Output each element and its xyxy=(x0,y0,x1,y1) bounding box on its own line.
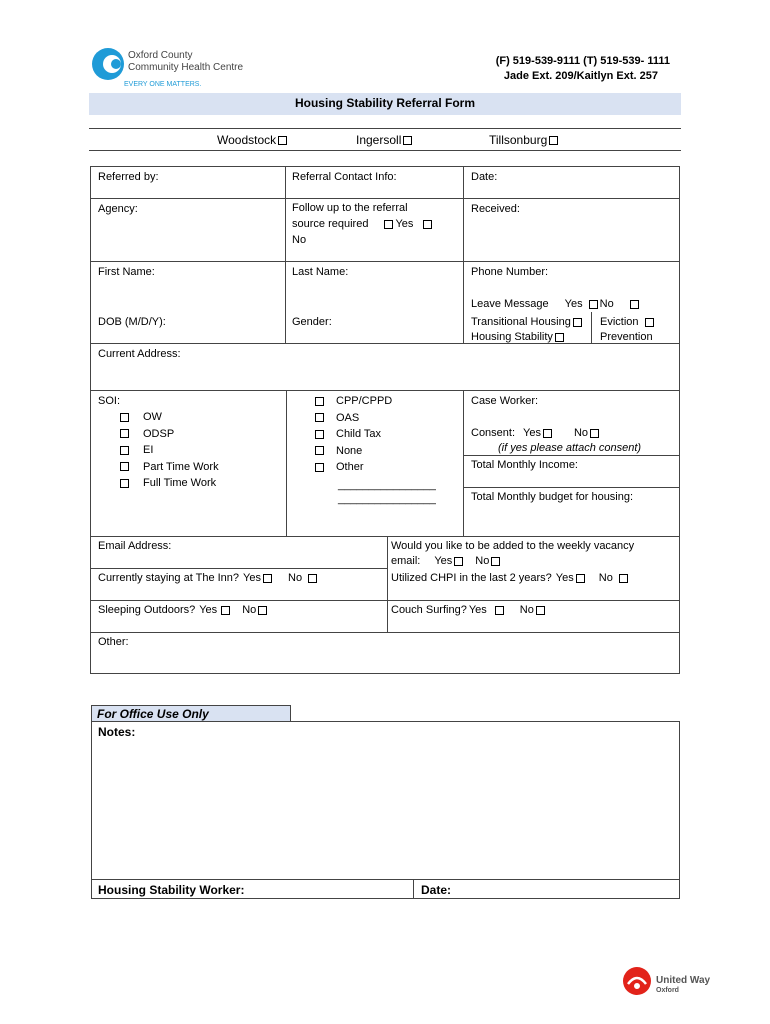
vacancy-label-2: email: xyxy=(391,555,421,567)
email-field[interactable]: Email Address: xyxy=(98,540,172,552)
consent-label: Consent: xyxy=(471,427,516,439)
soi-part-time-label: Part Time Work xyxy=(143,460,219,473)
chpi-yes-checkbox[interactable] xyxy=(576,574,585,583)
consent-note: (if yes please attach consent) xyxy=(498,442,642,454)
chpi-no-label: No xyxy=(598,572,613,584)
soi-option-odsp[interactable] xyxy=(118,427,219,444)
leave-message-no-checkbox[interactable] xyxy=(630,300,639,309)
couch-surfing-label: Couch Surfing? xyxy=(391,604,467,616)
leave-message-label: Leave Message xyxy=(471,298,549,310)
location-woodstock[interactable] xyxy=(217,133,289,147)
inn-yes-label: Yes xyxy=(243,572,261,584)
soi-option-other[interactable] xyxy=(313,460,392,477)
soi-cpp-label: CPP/CPPD xyxy=(336,395,393,407)
phone-line: (F) 519-539-9111 (T) 519-539- 1111 xyxy=(495,55,670,67)
soi-ei-checkbox[interactable] xyxy=(120,446,129,455)
sleeping-yes-checkbox[interactable] xyxy=(221,606,230,615)
soi-odsp-checkbox[interactable] xyxy=(120,429,129,438)
soi-other-line-2[interactable]: ________________ xyxy=(338,493,436,505)
sleeping-no-label: No xyxy=(242,604,257,616)
chpi-no-checkbox[interactable] xyxy=(619,574,628,583)
follow-up-yes-label: Yes xyxy=(395,218,414,230)
inn-yes-checkbox[interactable] xyxy=(263,574,272,583)
agency-field[interactable]: Agency: xyxy=(98,203,138,215)
vacancy-no-label: No xyxy=(475,555,490,567)
referred-by-field[interactable]: Referred by: xyxy=(98,171,159,183)
soi-option-cpp[interactable] xyxy=(313,394,392,411)
soi-option-none[interactable] xyxy=(313,444,392,461)
location-ingersoll-label: Ingersoll xyxy=(356,133,402,147)
soi-option-oas[interactable] xyxy=(313,411,392,428)
inn-label: Currently staying at The Inn? xyxy=(98,572,240,584)
couch-yes-checkbox[interactable] xyxy=(495,606,504,615)
soi-other-checkbox[interactable] xyxy=(315,463,324,472)
soi-child-tax-checkbox[interactable] xyxy=(315,430,324,439)
last-name-field[interactable]: Last Name: xyxy=(292,266,349,278)
soi-other-label: Other xyxy=(336,461,364,473)
referral-contact-field[interactable]: Referral Contact Info: xyxy=(292,171,397,183)
leave-message-no-label: No xyxy=(599,298,614,310)
united-way-logo xyxy=(622,966,722,1000)
gender-field[interactable]: Gender: xyxy=(292,316,332,328)
chc-logo xyxy=(90,44,244,92)
soi-ei-label: EI xyxy=(143,444,154,456)
soi-part-time-checkbox[interactable] xyxy=(120,462,129,471)
united-way-name: United Way xyxy=(656,975,711,986)
housing-stability-label: Housing Stability xyxy=(471,331,553,343)
soi-oas-label: OAS xyxy=(336,411,360,424)
location-rule-bottom xyxy=(89,150,681,151)
soi-child-tax-label: Child Tax xyxy=(336,428,382,440)
notes-field[interactable]: Notes: xyxy=(98,725,136,739)
soi-oas-checkbox[interactable] xyxy=(315,413,324,422)
sleeping-outdoors-label: Sleeping Outdoors? xyxy=(98,604,196,616)
other-field[interactable]: Other: xyxy=(98,636,129,648)
housing-stability-option[interactable] xyxy=(471,330,566,344)
tillsonburg-checkbox[interactable] xyxy=(549,136,558,145)
soi-option-ow[interactable] xyxy=(118,410,219,427)
housing-stability-checkbox[interactable] xyxy=(555,333,564,342)
soi-option-full-time[interactable] xyxy=(118,476,219,493)
office-date-field[interactable]: Date: xyxy=(421,883,452,897)
housing-stability-worker-field[interactable]: Housing Stability Worker: xyxy=(98,883,245,897)
soi-label: SOI: xyxy=(98,395,121,407)
leave-message-yes-checkbox[interactable] xyxy=(589,300,598,309)
soi-odsp-label: ODSP xyxy=(143,427,175,440)
couch-no-label: No xyxy=(519,604,534,616)
inn-no-checkbox[interactable] xyxy=(308,574,317,583)
consent-yes-checkbox[interactable] xyxy=(543,429,552,438)
org-name-line2: Community Health Centre xyxy=(128,62,244,73)
soi-left-list xyxy=(118,410,219,493)
soi-option-part-time[interactable] xyxy=(118,460,219,477)
current-address-field[interactable]: Current Address: xyxy=(98,348,181,360)
received-field[interactable]: Received: xyxy=(471,203,520,215)
eviction-option[interactable] xyxy=(600,315,656,329)
soi-option-child-tax[interactable] xyxy=(313,427,392,444)
total-budget-field[interactable]: Total Monthly budget for housing: xyxy=(471,491,634,503)
soi-right-list xyxy=(313,394,392,477)
vacancy-no-checkbox[interactable] xyxy=(491,557,500,566)
case-worker-field[interactable]: Case Worker: xyxy=(471,395,539,407)
inn-group xyxy=(98,571,319,585)
date-field[interactable]: Date: xyxy=(471,171,498,183)
leave-message-yes-label: Yes xyxy=(564,298,583,310)
location-woodstock-label: Woodstock xyxy=(217,133,277,147)
chc-logo-mark xyxy=(90,46,126,82)
phone-number-field[interactable]: Phone Number: xyxy=(471,266,549,278)
transitional-housing-checkbox[interactable] xyxy=(573,318,582,327)
united-way-mark xyxy=(622,966,652,996)
location-tillsonburg-label: Tillsonburg xyxy=(489,133,548,147)
chpi-yes-label: Yes xyxy=(555,572,574,584)
chpi-label: Utilized CHPI in the last 2 years? xyxy=(391,572,552,584)
follow-up-yes-checkbox[interactable] xyxy=(384,220,393,229)
couch-no-checkbox[interactable] xyxy=(536,606,545,615)
ext-line: Jade Ext. 209/Kaitlyn Ext. 257 xyxy=(503,70,658,82)
soi-full-time-checkbox[interactable] xyxy=(120,479,129,488)
office-use-heading: For Office Use Only xyxy=(97,707,209,721)
follow-up-no-label: No xyxy=(292,234,307,246)
org-tagline: EVERY ONE MATTERS. xyxy=(124,81,202,88)
eviction-checkbox[interactable] xyxy=(645,318,654,327)
follow-up-group xyxy=(292,217,434,231)
follow-up-no-checkbox[interactable] xyxy=(423,220,432,229)
first-name-field[interactable]: First Name: xyxy=(98,266,155,278)
chpi-group xyxy=(391,571,630,585)
couch-yes-label: Yes xyxy=(468,604,487,616)
soi-cpp-checkbox[interactable] xyxy=(315,397,324,406)
couch-surfing-group xyxy=(391,603,547,617)
office-notes-box xyxy=(91,721,680,899)
form-title: Housing Stability Referral Form xyxy=(294,96,476,110)
transitional-housing-option[interactable] xyxy=(471,315,584,329)
prevention-label: Prevention xyxy=(600,331,653,343)
soi-full-time-label: Full Time Work xyxy=(143,477,217,489)
consent-yes-label: Yes xyxy=(523,427,541,439)
vacancy-question: Would you like to be added to the weekly vacancy xyxy=(391,540,635,552)
follow-up-label-2: source required xyxy=(292,218,369,230)
location-rule-top xyxy=(89,128,681,129)
soi-none-checkbox[interactable] xyxy=(315,446,324,455)
inn-no-label: No xyxy=(288,572,303,584)
soi-option-ei[interactable] xyxy=(118,443,219,460)
consent-no-label: No xyxy=(573,427,589,439)
org-name-line1: Oxford County xyxy=(128,50,193,61)
soi-other-line-1[interactable]: ________________ xyxy=(338,479,436,491)
total-income-field[interactable]: Total Monthly Income: xyxy=(471,459,578,471)
consent-group xyxy=(471,426,601,440)
location-ingersoll[interactable] xyxy=(356,133,414,147)
woodstock-checkbox[interactable] xyxy=(278,136,287,145)
follow-up-label-1: Follow up to the referral xyxy=(292,202,408,214)
eviction-label: Eviction xyxy=(600,316,639,328)
soi-none-label: None xyxy=(336,444,363,457)
transitional-housing-label: Transitional Housing xyxy=(471,316,571,328)
soi-ow-checkbox[interactable] xyxy=(120,413,129,422)
dob-field[interactable]: DOB (M/D/Y): xyxy=(98,316,166,328)
vacancy-yes-label: Yes xyxy=(434,555,453,567)
united-way-region: Oxford xyxy=(656,987,679,994)
leave-message-group xyxy=(471,297,641,311)
vacancy-yes-checkbox[interactable] xyxy=(454,557,463,566)
ingersoll-checkbox[interactable] xyxy=(403,136,412,145)
location-tillsonburg[interactable] xyxy=(489,133,560,147)
consent-no-checkbox[interactable] xyxy=(590,429,599,438)
vacancy-group xyxy=(391,554,502,568)
sleeping-no-checkbox[interactable] xyxy=(258,606,267,615)
soi-ow-label: OW xyxy=(143,411,162,423)
sleeping-yes-label: Yes xyxy=(199,604,218,616)
sleeping-outdoors-group xyxy=(98,603,269,617)
